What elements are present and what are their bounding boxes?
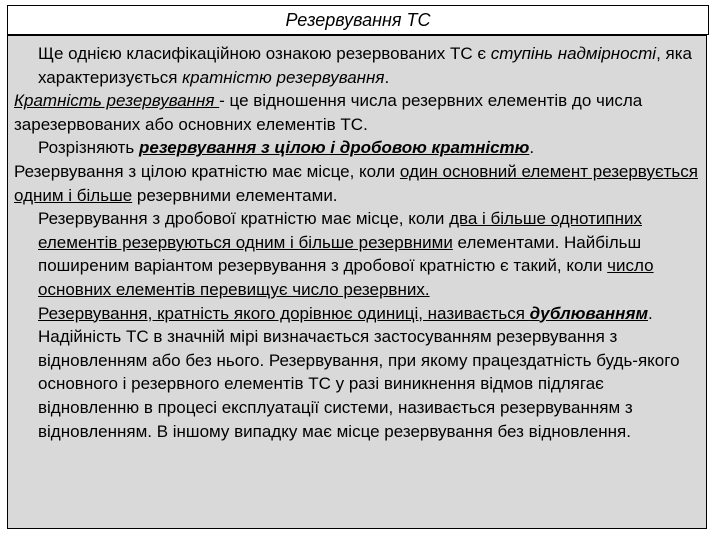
text-segment: - це відношення числа резервних елементів до числа зарезервованих або основних елементів ТС. [14, 91, 643, 134]
text-segment: елементами. Найбільш поширеним варіантом резервування з дробової кратністю є такий, коли [38, 232, 642, 276]
paragraph-integer-multiplicity [14, 160, 700, 207]
text-segment: Резервування з цілою кратністю має місце, коли [14, 161, 400, 181]
underlined-phrase: два і більше однотипних елементів резервуються одним і більше резервними [38, 209, 642, 252]
paragraph-fractional-multiplicity [14, 207, 700, 301]
text-segment: Ще однією класифікаційною ознакою резервованих ТС є [38, 44, 491, 63]
paragraph-reliability [14, 325, 700, 443]
paragraph-multiplicity-definition [14, 89, 700, 136]
term-integer-fractional: резервування з цілою і дробовою кратністю [139, 138, 530, 158]
term-multiplicity: Кратність резервування [14, 91, 220, 111]
term-redundancy-degree: ступінь надмірності [490, 44, 657, 63]
content-panel [7, 35, 707, 529]
underlined-phrase: Резервування, кратність якого дорівнює одиниці, називається [38, 303, 530, 323]
underlined-phrase: один основний елемент резервується одним і більше [14, 161, 698, 205]
paragraph-redundancy-degree [14, 42, 700, 89]
paragraph-distinguish [14, 136, 700, 160]
text-segment: , яка характеризується [38, 44, 692, 87]
text-segment: . [384, 67, 390, 87]
text-segment: . [529, 138, 535, 158]
term-duplication: дублюванням [529, 303, 649, 323]
term-redundancy-multiplicity: кратністю резервування [182, 67, 385, 87]
slide-title: Резервування ТС [7, 5, 709, 35]
text-segment: резервними елементами. [132, 185, 338, 205]
text-segment: . [648, 303, 653, 323]
paragraph-duplication [14, 302, 700, 326]
text-segment: Розрізняють [38, 138, 140, 158]
text-segment: Надійність ТС в значній мірі визначається застосуванням резервування з відновленням або без нього. Резервування, при якому працездатність будь-якого основного і резервного елементів ТС у разі виникнення відмов підлягає відновленню в процесі експлуатації системи, називається резервуванням з відновленням. В іншому випадку має місце резервування без відновлення. [38, 327, 680, 441]
underlined-phrase: число основних елементів перевищує число резервних. [38, 256, 654, 299]
text-segment: Резервування з дробової кратністю має місце, коли [38, 209, 450, 229]
